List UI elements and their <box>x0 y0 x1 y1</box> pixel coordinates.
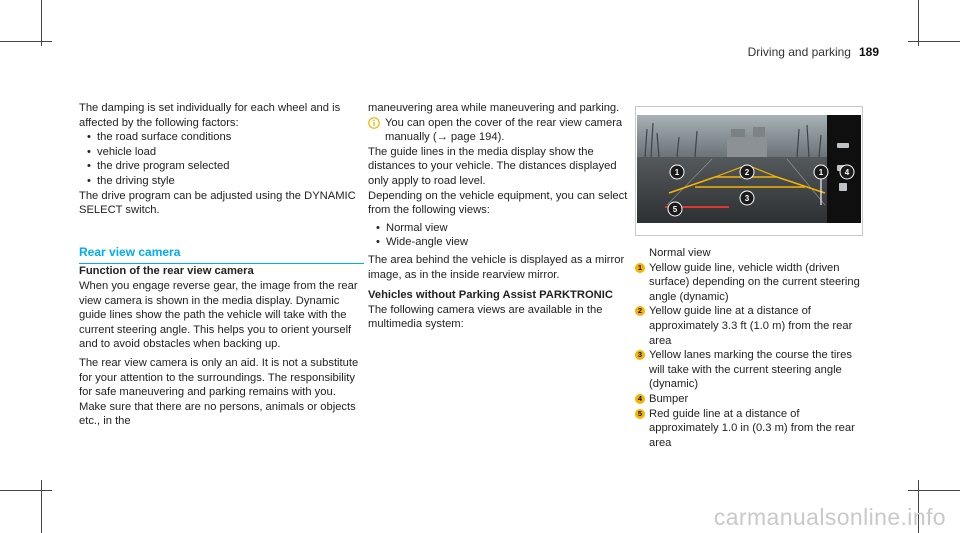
header-section: Driving and parking <box>747 45 851 59</box>
legend-text: Yellow guide line, vehicle width (driven surface) depending on the current steering angle (dynamic) <box>649 261 860 303</box>
legend-title: Normal view <box>649 247 711 259</box>
note <box>368 116 630 145</box>
mirror-text: The area behind the vehicle is displayed as a mirror image, as in the inside rearview mirror. <box>368 253 625 281</box>
aid-paragraph: The rear view camera is only an aid. It is not a substitute for your attention to the surroundings. The responsibility for safe maneuvering and parking remains with you. Make sure that there are no persons, animals or objects etc., in the <box>79 356 359 428</box>
function-paragraph: When you engage reverse gear, the image from the rear view camera is shown in the media display. Dynamic guide lines show the path the vehicle will take with the current steering angle. This helps you to orient yourself and to avoid obstacles when backing up. <box>79 279 358 351</box>
function-title: Function of the rear view camera <box>79 265 254 278</box>
callout-badge: 3 <box>635 350 645 360</box>
drive-program-text: The drive program can be adjusted using the DYNAMIC SELECT switch. <box>79 189 356 217</box>
damping-intro: The damping is set individually for each wheel and is affected by the following factors: <box>79 102 341 129</box>
factor-list <box>79 130 364 188</box>
legend-item <box>635 407 865 451</box>
crop-mark <box>41 0 42 46</box>
list-item: • the road surface conditions <box>87 130 364 145</box>
guide-lines-text: The guide lines in the media display show the distances to your vehicle. The distances displayed only apply to road level. <box>368 145 617 187</box>
crop-mark <box>918 0 919 46</box>
list-item: • the driving style <box>87 174 364 189</box>
rear-camera-figure <box>635 106 863 236</box>
crop-mark <box>0 490 52 491</box>
legend-item <box>635 261 865 305</box>
page-number: 189 <box>858 45 879 59</box>
crop-mark <box>41 480 42 533</box>
crop-mark <box>908 41 960 42</box>
legend-text: Yellow guide line at a distance of approximately 3.3 ft (1.0 m) from the rear area <box>649 305 853 347</box>
list-item: • Wide-angle view <box>376 235 630 250</box>
vehicles-title: Vehicles without Parking Assist PARKTRONIC <box>368 289 613 302</box>
crop-mark <box>908 490 960 491</box>
page-header <box>748 45 879 59</box>
watermark: carmanualsonline.info <box>713 504 946 530</box>
views-text: The following camera views are available in the multimedia system: <box>368 303 603 331</box>
callout-label: 2 <box>744 168 750 177</box>
callout-badge: 5 <box>635 409 645 419</box>
column-2 <box>368 101 630 332</box>
section-title: Rear view camera <box>79 245 364 265</box>
callout-label: 5 <box>672 205 678 214</box>
crop-mark <box>0 41 52 42</box>
note-text: You can open the cover of the rear view camera manually (→ page 194). <box>385 116 623 144</box>
figure-legend <box>635 246 865 450</box>
view-list <box>368 221 630 250</box>
callout-badge: 2 <box>635 306 645 316</box>
list-item: • Normal view <box>376 221 630 236</box>
column-1 <box>79 101 364 429</box>
equipment-text: Depending on the vehicle equipment, you can select from the following views: <box>368 189 628 217</box>
list-item: • vehicle load <box>87 145 364 160</box>
legend-text: Bumper <box>649 392 689 405</box>
list-item: • the drive program selected <box>87 159 364 174</box>
callout-badge: 1 <box>635 263 645 273</box>
maneuvering-text: maneuvering area while maneuvering and parking. <box>368 102 620 114</box>
callout-label: 1 <box>818 168 824 177</box>
legend-item <box>635 348 865 392</box>
callout-label: 3 <box>744 194 750 203</box>
info-icon <box>368 117 380 129</box>
callout-badge: 4 <box>635 394 645 404</box>
legend-item <box>635 304 865 348</box>
camera-view-image <box>637 115 861 223</box>
legend-item <box>635 392 865 407</box>
callout-label: 1 <box>674 168 680 177</box>
callout-label: 4 <box>844 168 850 177</box>
legend-text: Yellow lanes marking the course the tires will take with the current steering angle (dynamic) <box>649 349 852 391</box>
legend-text: Red guide line at a distance of approximately 1.0 in (0.3 m) from the rear area <box>649 407 855 449</box>
